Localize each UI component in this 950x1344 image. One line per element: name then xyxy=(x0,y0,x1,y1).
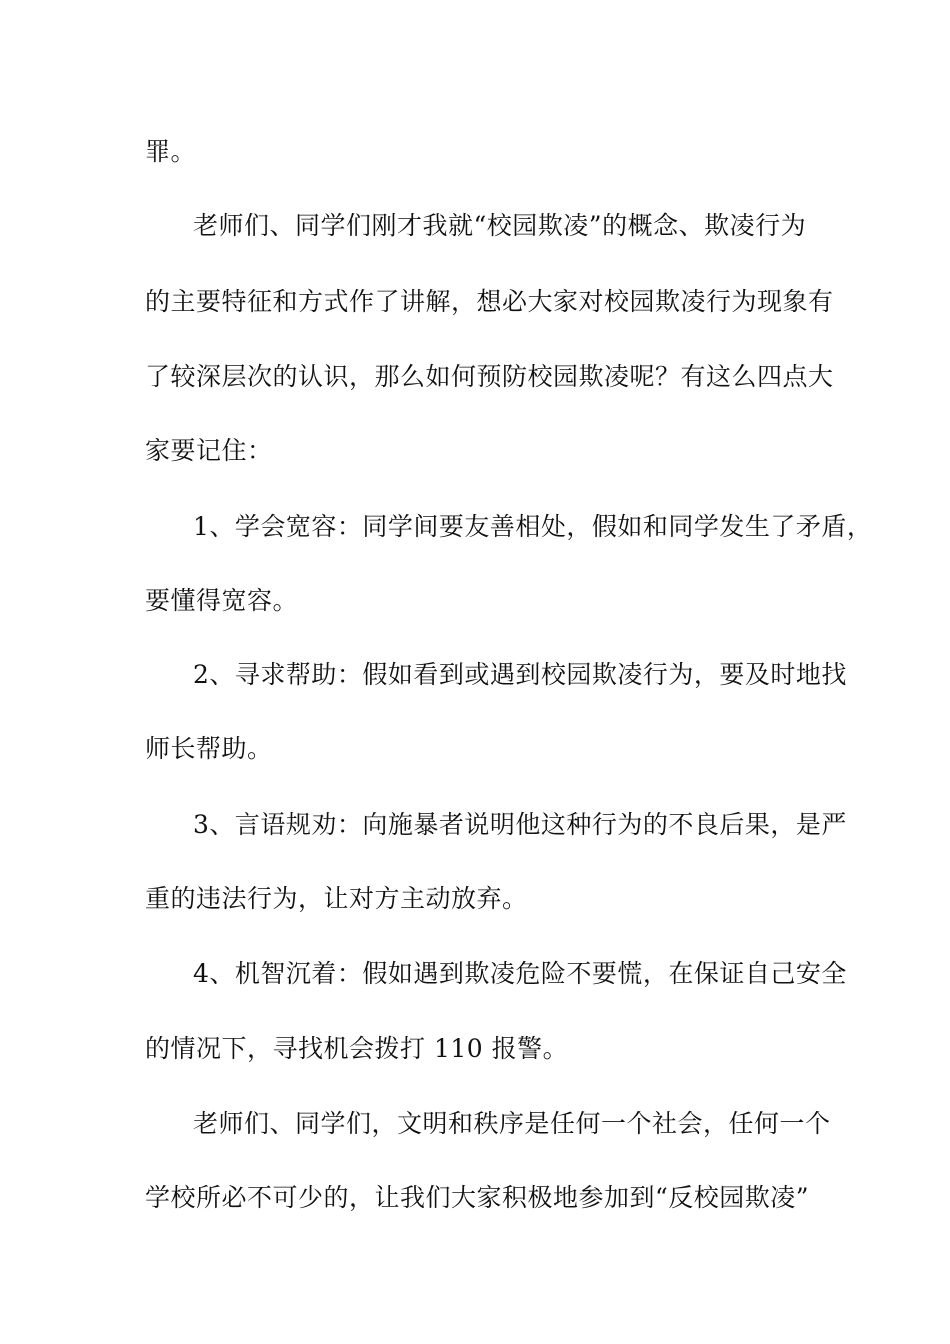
text-line: 重的违法行为，让对方主动放弃。 xyxy=(145,884,528,913)
text-line: 师长帮助。 xyxy=(145,734,273,763)
list-item-3-line: 3、言语规劝：向施暴者说明他这种行为的不良后果，是严 xyxy=(193,810,847,839)
text-line: 家要记住： xyxy=(145,436,273,465)
list-item-4-line: 4、机智沉着：假如遇到欺凌危险不要慌，在保证自己安全 xyxy=(193,959,847,988)
paragraph-first-line: 老师们、同学们，文明和秩序是任何一个社会，任何一个 xyxy=(193,1109,831,1138)
text-line: 的主要特征和方式作了讲解，想必大家对校园欺凌行为现象有 xyxy=(145,287,834,316)
paragraph-first-line: 老师们、同学们刚才我就“校园欺凌”的概念、欺凌行为 xyxy=(193,211,807,240)
list-item-2-line: 2、寻求帮助：假如看到或遇到校园欺凌行为，要及时地找 xyxy=(193,660,847,689)
text-line: 的情况下，寻找机会拨打 110 报警。 xyxy=(145,1034,569,1063)
text-line: 要懂得宽容。 xyxy=(145,586,299,615)
list-item-1-line: 1、学会宽容：同学间要友善相处，假如和同学发生了矛盾， xyxy=(193,512,873,541)
text-line: 罪。 xyxy=(145,137,197,166)
text-line: 学校所必不可少的，让我们大家积极地参加到“反校园欺凌” xyxy=(145,1183,810,1212)
text-line: 了较深层次的认识，那么如何预防校园欺凌呢？有这么四点大 xyxy=(145,362,834,391)
